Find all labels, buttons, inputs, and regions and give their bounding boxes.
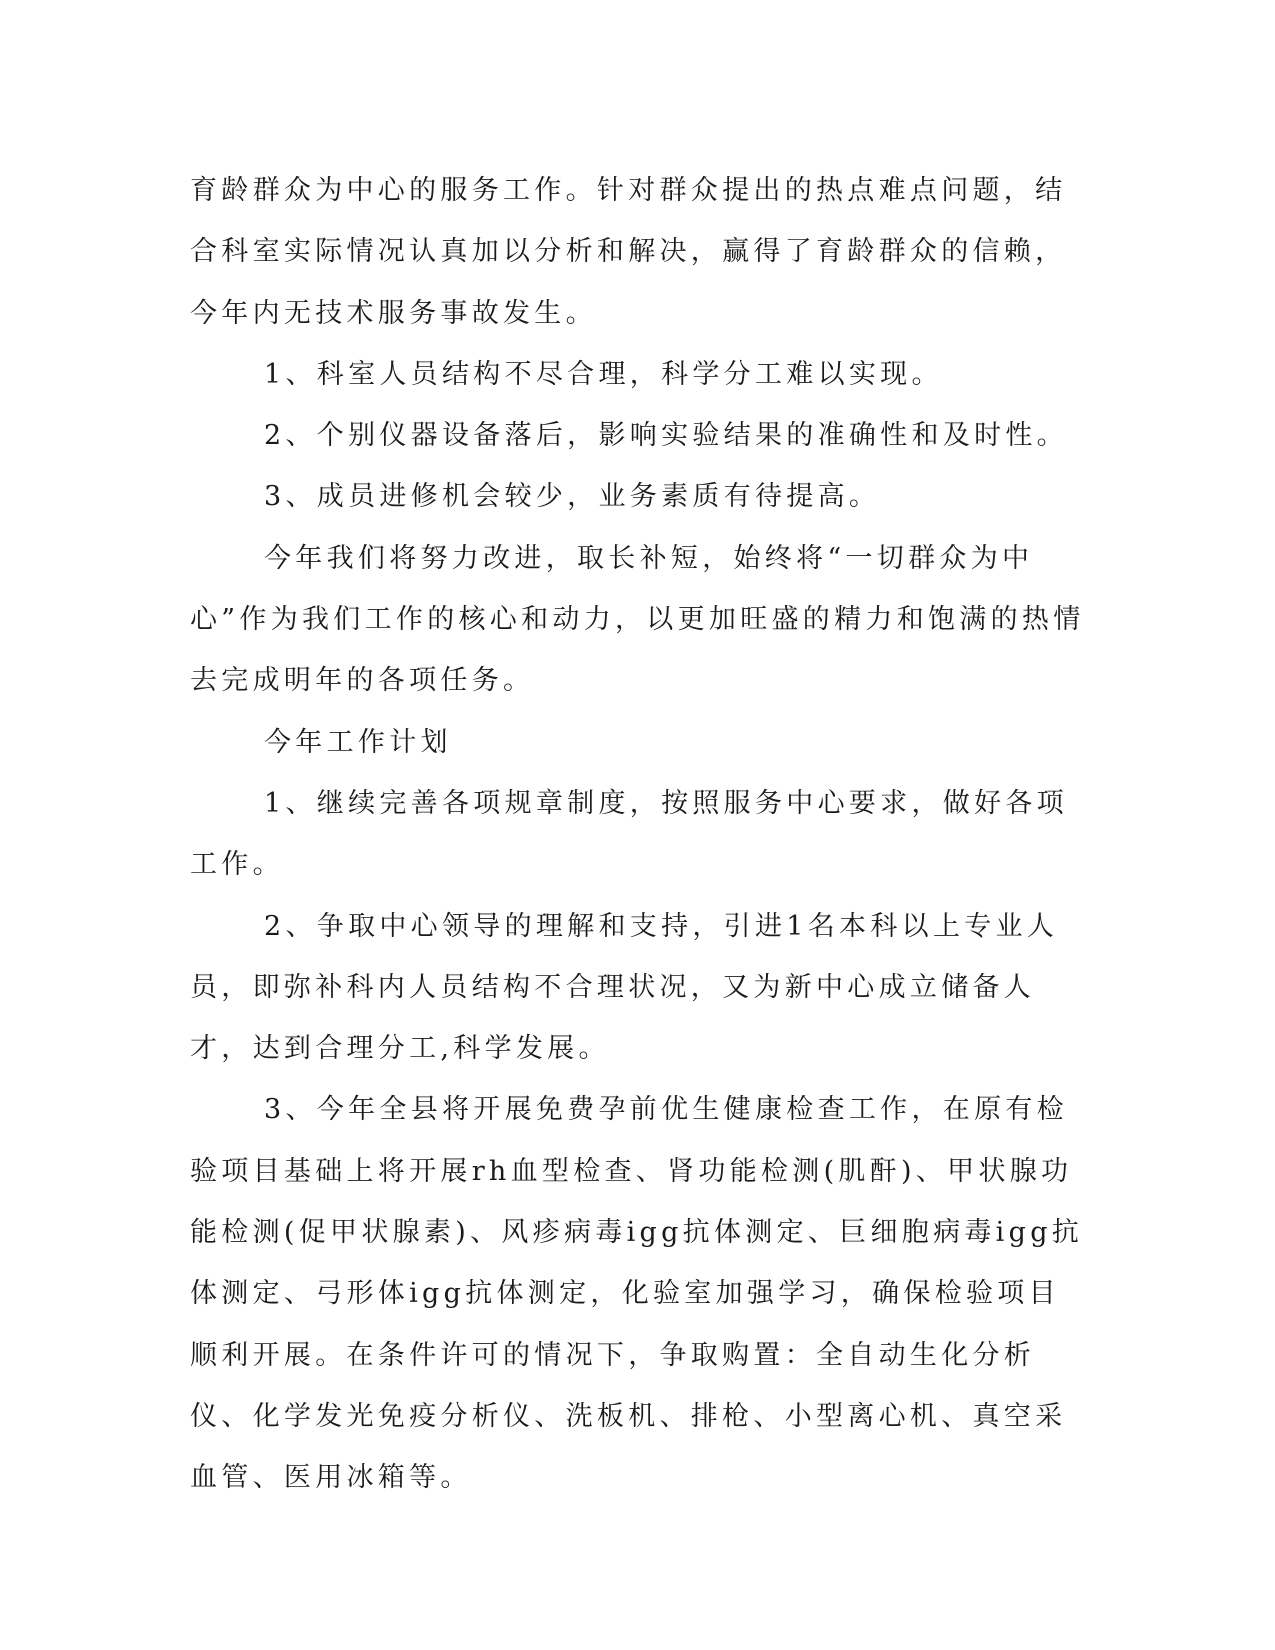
- paragraph-continuation: 育龄群众为中心的服务工作。针对群众提出的热点难点问题，结合科室实际情况认真加以分析和解决，赢得了育龄群众的信赖，今年内无技术服务事故发生。: [190, 175, 1067, 329]
- paragraph-plan-1: 1、继续完善各项规章制度，按照服务中心要求，做好各项工作。: [190, 787, 1068, 881]
- paragraph-plan-3: 3、今年全县将开展免费孕前优生健康检查工作，在原有检验项目基础上将开展rh血型检查、肾功能检测(肌酐)、甲状腺功能检测(促甲状腺素)、风疹病毒igg抗体测定、巨细胞病毒igg抗体测定、弓形体igg抗体测定，化验室加强学习，确保检验项目顺利开展。在条件许可的情况下，争取购置：全自动生化分析仪、化学发光免疫分析仪、洗板机、排枪、小型离心机、真空采血管、医用冰箱等。: [190, 1094, 1084, 1494]
- paragraph-problem-3: 3、成员进修机会较少，业务素质有待提高。: [264, 481, 881, 513]
- paragraph-problem-1: 1、科室人员结构不尽合理，科学分工难以实现。: [264, 358, 943, 390]
- paragraph-problem-2: 2、个别仪器设备落后，影响实验结果的准确性和及时性。: [264, 420, 1068, 452]
- document-body: [190, 160, 1090, 1509]
- section-heading-work-plan: 今年工作计划: [264, 726, 452, 758]
- paragraph-improvement: 今年我们将努力改进，取长补短，始终将“一切群众为中心”作为我们工作的核心和动力，以更加旺盛的精力和饱满的热情去完成明年的各项任务。: [190, 542, 1085, 697]
- paragraph-plan-2: 2、争取中心领导的理解和支持，引进1名本科以上专业人员，即弥补科内人员结构不合理状况，又为新中心成立储备人才，达到合理分工,科学发展。: [190, 910, 1059, 1065]
